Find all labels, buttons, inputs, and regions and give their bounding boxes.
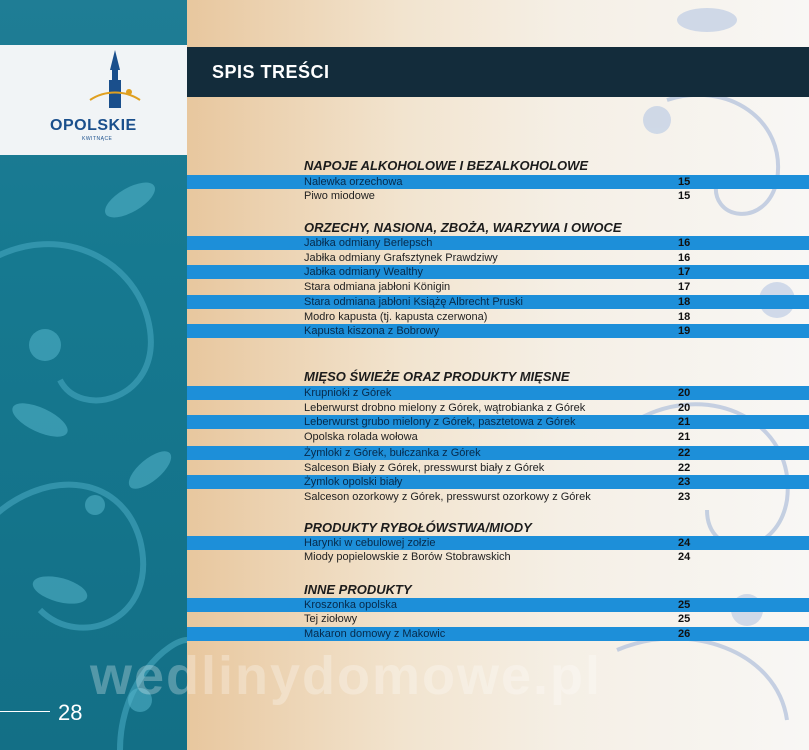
toc-row-label: Makaron domowy z Makowic xyxy=(304,628,446,640)
toc-row-page: 23 xyxy=(678,491,691,503)
toc-row-label: Żymloki z Górek, bułczanka z Górek xyxy=(304,447,481,459)
toc-row-page: 15 xyxy=(678,190,691,202)
toc-row-page: 18 xyxy=(678,296,691,308)
left-panel xyxy=(0,0,187,750)
toc-row[interactable] xyxy=(187,386,809,400)
toc-row-label: Jabłka odmiany Wealthy xyxy=(304,266,424,278)
tower-logo-icon xyxy=(85,50,145,120)
toc-row-page: 16 xyxy=(678,237,691,249)
toc-row[interactable] xyxy=(187,475,809,489)
toc-row[interactable] xyxy=(187,627,809,641)
page-number: 28 xyxy=(58,700,83,725)
toc-row-label: Krupnioki z Górek xyxy=(304,387,392,399)
toc-row[interactable] xyxy=(187,536,809,550)
section-heading: MIĘSO ŚWIEŻE ORAZ PRODUKTY MIĘSNE xyxy=(304,369,570,384)
toc-row[interactable] xyxy=(187,310,809,324)
toc-row[interactable] xyxy=(187,265,809,279)
toc-row[interactable] xyxy=(187,189,809,203)
toc-row-label: Kroszonka opolska xyxy=(304,599,397,611)
page-title: SPIS TREŚCI xyxy=(212,62,330,82)
toc-row-page: 15 xyxy=(678,176,691,188)
section-heading: ORZECHY, NASIONA, ZBOŻA, WARZYWA I OWOCE xyxy=(304,220,622,235)
watermark-text: wedlinydomowe.pl xyxy=(90,646,603,706)
toc-row[interactable] xyxy=(187,490,809,504)
toc-row-label: Salceson ozorkowy z Górek, presswurst ozorkowy z Górek xyxy=(304,491,591,503)
toc-row-label: Jabłka odmiany Grafsztynek Prawdziwy xyxy=(304,252,498,264)
toc-row-page: 21 xyxy=(678,431,691,443)
toc-row-page: 25 xyxy=(678,599,691,611)
toc-row-label: Miody popielowskie z Borów Stobrawskich xyxy=(304,551,511,563)
toc-row[interactable] xyxy=(187,598,809,612)
toc-row-label: Stara odmiana jabłoni Książę Albrecht Pruski xyxy=(304,296,523,308)
toc-row-label: Salceson Biały z Górek, presswurst biały z Górek xyxy=(304,462,545,474)
toc-row-page: 18 xyxy=(678,311,691,323)
toc-row[interactable] xyxy=(187,251,809,265)
toc-row-page: 22 xyxy=(678,462,691,474)
toc-row-label: Jabłka odmiany Berlepsch xyxy=(304,237,433,249)
toc-row-page: 25 xyxy=(678,613,691,625)
toc-row[interactable] xyxy=(187,236,809,250)
toc-row-page: 20 xyxy=(678,387,691,399)
toc-row[interactable] xyxy=(187,612,809,626)
page-number-line xyxy=(0,711,50,712)
toc-row-page: 23 xyxy=(678,476,691,488)
toc-row-page: 19 xyxy=(678,325,691,337)
toc-row-label: Żymlok opolski biały xyxy=(304,476,403,488)
toc-row-page: 26 xyxy=(678,628,691,640)
toc-row-page: 22 xyxy=(678,447,691,459)
toc-row[interactable] xyxy=(187,324,809,338)
toc-row-label: Leberwurst grubo mielony z Górek, pasztetowa z Górek xyxy=(304,416,576,428)
toc-row-page: 20 xyxy=(678,402,691,414)
toc-row[interactable] xyxy=(187,461,809,475)
toc-row[interactable] xyxy=(187,446,809,460)
toc-row-label: Nalewka orzechowa xyxy=(304,176,403,188)
toc-row-label: Piwo miodowe xyxy=(304,190,375,202)
toc-row-page: 24 xyxy=(678,537,691,549)
section-heading: PRODUKTY RYBOŁÓWSTWA/MIODY xyxy=(304,520,532,535)
toc-row-label: Stara odmiana jabłoni Königin xyxy=(304,281,451,293)
toc-row[interactable] xyxy=(187,295,809,309)
toc-row-label: Opolska rolada wołowa xyxy=(304,431,418,443)
toc-row-page: 21 xyxy=(678,416,691,428)
toc-row-page: 16 xyxy=(678,252,691,264)
section-heading: NAPOJE ALKOHOLOWE I BEZALKOHOLOWE xyxy=(304,158,589,173)
toc-row-label: Modro kapusta (tj. kapusta czerwona) xyxy=(304,311,488,323)
toc-row[interactable] xyxy=(187,401,809,415)
title-bar xyxy=(187,47,809,97)
toc-row-label: Leberwurst drobno mielony z Górek, wątrobianka z Górek xyxy=(304,402,586,414)
toc-row-label: Tej ziołowy xyxy=(304,613,358,625)
toc-row[interactable] xyxy=(187,550,809,564)
toc-row[interactable] xyxy=(187,175,809,189)
toc-row-page: 17 xyxy=(678,266,691,278)
toc-row[interactable] xyxy=(187,430,809,444)
logo-subtitle: KWITNĄCE xyxy=(82,136,113,142)
toc-row-label: Harynki w cebulowej zołzie xyxy=(304,537,436,549)
toc-row-page: 17 xyxy=(678,281,691,293)
section-heading: INNE PRODUKTY xyxy=(304,582,412,597)
logo-name: OPOLSKIE xyxy=(50,117,137,134)
toc-row[interactable] xyxy=(187,280,809,294)
toc-row[interactable] xyxy=(187,415,809,429)
toc-row-label: Kapusta kiszona z Bobrowy xyxy=(304,325,440,337)
toc-row-page: 24 xyxy=(678,551,691,563)
